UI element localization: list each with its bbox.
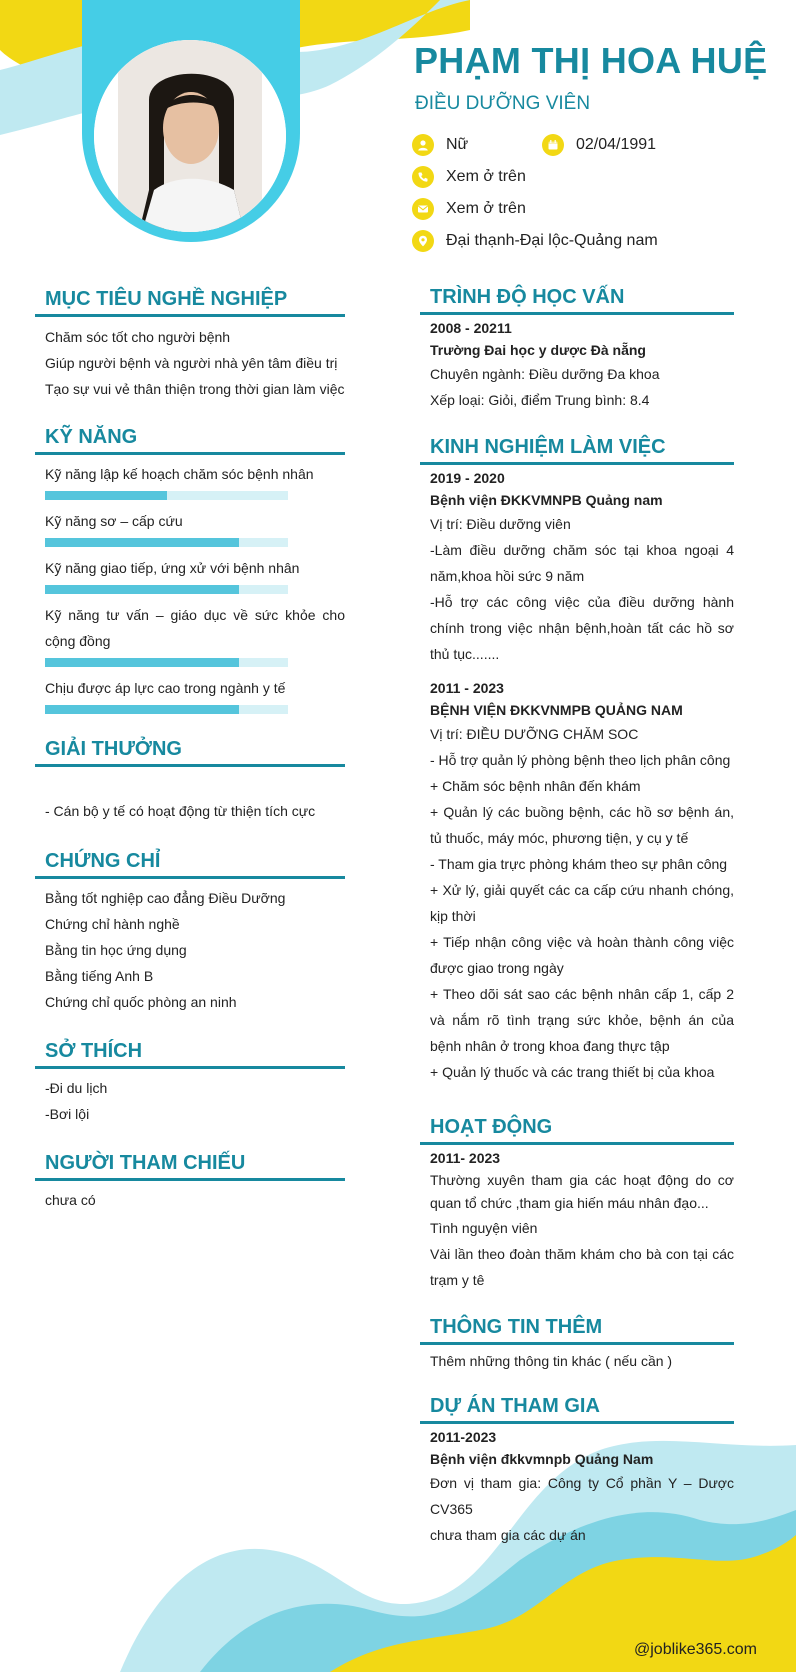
- awards-section: [35, 738, 345, 824]
- skill-label: Kỹ năng giao tiếp, ứng xử với bệnh nhân: [45, 560, 300, 576]
- job-line: -Hỗ trợ các công việc của điều dưỡng hành chính trong việc nhận bệnh,hoàn tất các hồ sơ thủ tục.......: [430, 594, 734, 662]
- skill-item: [45, 508, 345, 547]
- email-row: [412, 198, 526, 220]
- skill-level-fill: [45, 538, 239, 547]
- hobby-line: -Đi du lịch: [45, 1080, 108, 1096]
- objective-body: [35, 324, 345, 402]
- projects-title: DỰ ÁN THAM GIA: [420, 1395, 734, 1424]
- skill-label: Kỹ năng sơ – cấp cứu: [45, 513, 183, 529]
- phone-row: [412, 166, 526, 188]
- skill-level-fill: [45, 585, 239, 594]
- job-line: Vị trí: ĐIỀU DƯỠNG CHĂM SOC: [430, 726, 639, 742]
- activities-title: HOẠT ĐỘNG: [420, 1116, 734, 1145]
- skill-level-bar: [45, 585, 288, 594]
- gender-value: Nữ: [446, 136, 469, 153]
- portrait-photo: [94, 40, 286, 232]
- phone-icon: [412, 166, 434, 188]
- skill-level-fill: [45, 705, 239, 714]
- job-company: BỆNH VIỆN ĐKKVNMPB QUẢNG NAM: [430, 702, 683, 718]
- additional-info-line: Thêm những thông tin khác ( nếu cần ): [430, 1353, 673, 1369]
- certificates-section: [35, 850, 345, 1015]
- experience-body: [420, 467, 734, 1085]
- skill-level-bar: [45, 705, 288, 714]
- objective-line: Chăm sóc tốt cho người bệnh: [45, 329, 231, 345]
- job-period: 2011 - 2023: [430, 680, 504, 696]
- activities-section: [420, 1116, 734, 1293]
- references-title: NGƯỜI THAM CHIẾU: [35, 1152, 345, 1181]
- job-line: + Tiếp nhận công việc và hoàn thành công việc được giao trong ngày: [430, 934, 734, 976]
- skills-body: [35, 461, 345, 714]
- avatar: [94, 40, 286, 232]
- additional-info-section: [420, 1316, 734, 1374]
- job-line: Vị trí: Điều dưỡng viên: [430, 516, 571, 532]
- project-company: Bệnh viện đkkvmnpb Quảng Nam: [430, 1451, 654, 1467]
- hobbies-body: [35, 1075, 345, 1127]
- skill-level-bar: [45, 538, 288, 547]
- activity-line: Vài lần theo đoàn thăm khám cho bà con tại các trạm y tê: [430, 1246, 734, 1288]
- skill-item: [45, 555, 345, 594]
- job-line: + Chăm sóc bệnh nhân đến khám: [430, 778, 641, 794]
- skill-item: [45, 602, 345, 667]
- experience-title: KINH NGHIỆM LÀM VIỆC: [420, 436, 734, 465]
- job-line: - Tham gia trực phòng khám theo sự phân công: [430, 856, 728, 872]
- skill-level-fill: [45, 658, 239, 667]
- certificate-line: Chứng chỉ quốc phòng an ninh: [45, 994, 237, 1010]
- skill-level-bar: [45, 658, 288, 667]
- job-line: + Quản lý các buồng bệnh, các hồ sơ bệnh án, tủ thuốc, máy móc, phương tiện, y cụ y tế: [430, 804, 734, 846]
- gender-row: [412, 134, 468, 156]
- objective-section: [35, 288, 345, 402]
- user-icon: [412, 134, 434, 156]
- job-entry: [430, 677, 734, 1085]
- skill-item: [45, 461, 345, 500]
- certificate-line: Bằng tin học ứng dụng: [45, 942, 187, 958]
- references-section: [35, 1152, 345, 1213]
- job-company: Bệnh viện ĐKKVMNPB Quảng nam: [430, 492, 663, 508]
- address-value: Đại thạnh-Đại lộc-Quảng nam: [446, 232, 658, 249]
- education-body: [420, 317, 734, 413]
- certificate-line: Bằng tốt nghiệp cao đẳng Điều Dưỡng: [45, 890, 286, 906]
- activity-line: Thường xuyên tham gia các hoạt động do cơ quan tổ chức ,tham gia hiến máu nhân đạo...: [430, 1172, 734, 1211]
- awards-body: [35, 798, 345, 824]
- awards-title: GIẢI THƯỞNG: [35, 738, 345, 767]
- job-line: + Quản lý thuốc và các trang thiết bị của khoa: [430, 1064, 715, 1080]
- experience-section: [420, 436, 734, 1085]
- skill-level-fill: [45, 491, 167, 500]
- email-value: Xem ở trên: [446, 200, 526, 217]
- candidate-name: PHẠM THỊ HOA HUỆ: [414, 40, 768, 81]
- references-body: [35, 1187, 345, 1213]
- education-school: Trường Đai học y dược Đà nẵng: [430, 342, 646, 358]
- footer-website: @joblike365.com: [634, 1641, 757, 1658]
- skills-title: KỸ NĂNG: [35, 426, 345, 455]
- address-row: [412, 230, 658, 252]
- skill-label: Kỹ năng tư vấn – giáo dục về sức khỏe cho cộng đồng: [45, 607, 345, 649]
- job-line: + Xử lý, giải quyết các ca cấp cứu nhanh chóng, kịp thời: [430, 882, 734, 924]
- award-line: - Cán bộ y tế có hoạt động từ thiện tích cực: [45, 803, 316, 819]
- project-line: Đơn vị tham gia: Công ty Cổ phần Y – Dược CV365: [430, 1475, 734, 1517]
- activities-period: 2011- 2023: [430, 1150, 501, 1166]
- additional-info-body: [420, 1348, 734, 1374]
- job-entry: [430, 467, 734, 667]
- education-major: Chuyên ngành: Điều dưỡng Đa khoa: [430, 366, 660, 382]
- birthday-value: 02/04/1991: [576, 136, 657, 153]
- phone-value: Xem ở trên: [446, 168, 526, 185]
- job-line: -Làm điều dưỡng chăm sóc tại khoa ngoại 4 năm,khoa hồi sức 9 năm: [430, 542, 734, 584]
- projects-body: [420, 1426, 734, 1548]
- reference-line: chưa có: [45, 1192, 96, 1208]
- calendar-icon: [542, 134, 564, 156]
- birthday-row: [542, 134, 656, 156]
- education-title: TRÌNH ĐỘ HỌC VẤN: [420, 286, 734, 315]
- job-title: ĐIỀU DƯỠNG VIÊN: [415, 93, 591, 114]
- projects-section: [420, 1395, 734, 1548]
- activities-body: [420, 1147, 734, 1293]
- location-pin-icon: [412, 230, 434, 252]
- certificate-line: Bằng tiếng Anh B: [45, 968, 154, 984]
- objective-line: Giúp người bệnh và người nhà yên tâm điều trị: [45, 355, 338, 371]
- skills-section: [35, 426, 345, 722]
- education-section: [420, 286, 734, 413]
- certificates-title: CHỨNG CHỈ: [35, 850, 345, 879]
- hobbies-title: SỞ THÍCH: [35, 1040, 345, 1069]
- project-line: chưa tham gia các dự án: [430, 1527, 586, 1543]
- job-period: 2019 - 2020: [430, 470, 505, 486]
- activity-line: Tình nguyện viên: [430, 1220, 538, 1236]
- education-period: 2008 - 20211: [430, 320, 512, 336]
- skill-level-bar: [45, 491, 288, 500]
- hobby-line: -Bơi lội: [45, 1106, 90, 1122]
- job-line: + Theo dõi sát sao các bệnh nhân cấp 1, cấp 2 và nắm rõ tình trạng sức khỏe, bệnh án của bệnh nhân ở trong khoa đang thực tập: [430, 986, 734, 1054]
- additional-info-title: THÔNG TIN THÊM: [420, 1316, 734, 1345]
- skill-label: Kỹ năng lập kế hoạch chăm sóc bệnh nhân: [45, 466, 314, 482]
- objective-title: MỤC TIÊU NGHỀ NGHIỆP: [35, 288, 345, 317]
- mail-icon: [412, 198, 434, 220]
- certificates-body: [35, 885, 345, 1015]
- skill-label: Chịu được áp lực cao trong ngành y tế: [45, 680, 286, 696]
- skill-item: [45, 675, 345, 714]
- education-grade: Xếp loại: Giỏi, điểm Trung bình: 8.4: [430, 392, 650, 408]
- job-line: - Hỗ trợ quản lý phòng bệnh theo lịch phân công: [430, 752, 731, 768]
- certificate-line: Chứng chỉ hành nghề: [45, 916, 180, 932]
- project-period: 2011-2023: [430, 1429, 497, 1445]
- hobbies-section: [35, 1040, 345, 1127]
- objective-line: Tạo sự vui vẻ thân thiện trong thời gian làm việc: [45, 381, 345, 397]
